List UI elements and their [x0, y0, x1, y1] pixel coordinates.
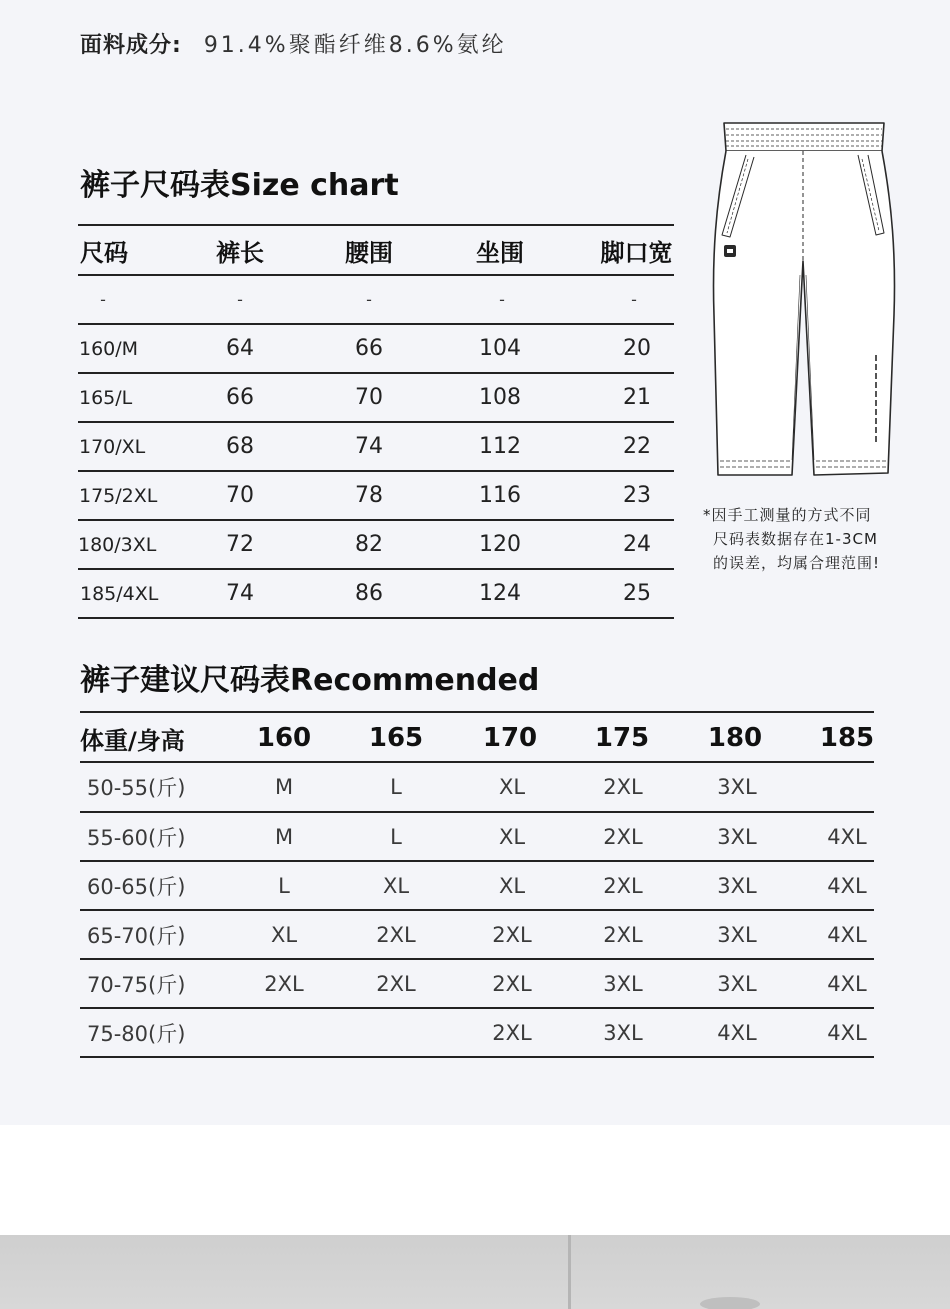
table-cell: 65-70(斤) — [87, 923, 186, 948]
table-row — [80, 861, 874, 910]
table-cell: 23 — [623, 483, 651, 508]
table-cell: 112 — [479, 434, 521, 459]
table-cell: 74 — [355, 434, 383, 459]
table-cell: 64 — [226, 336, 254, 361]
table-cell: 4XL — [827, 873, 867, 898]
header-cell-height: 170 — [482, 723, 538, 753]
table-cell: 175/2XL — [79, 484, 158, 507]
table-row — [78, 520, 674, 569]
table-cell: 180/3XL — [78, 533, 157, 556]
header-cell-length: 裤长 — [216, 238, 264, 267]
table-cell: 21 — [623, 385, 651, 410]
table-cell: 82 — [355, 532, 383, 557]
note-line-1: *因手工测量的方式不同 — [703, 506, 872, 524]
table-cell: - — [100, 290, 106, 309]
header-cell-hem: 脚口宽 — [600, 238, 673, 267]
table-cell: 70 — [226, 483, 254, 508]
table-cell: XL — [382, 873, 410, 898]
header-cell-height: 180 — [707, 723, 763, 753]
note-line-3: 的误差，均属合理范围! — [713, 554, 881, 572]
fabric-label: 面料成分: — [80, 33, 182, 58]
header-cell-size: 尺码 — [80, 238, 128, 267]
table-cell: 2XL — [492, 1020, 532, 1045]
table-cell: 170/XL — [79, 435, 146, 458]
table-cell: 24 — [623, 532, 651, 557]
photo-divider — [568, 1235, 571, 1309]
table-cell: 70-75(斤) — [87, 972, 186, 997]
table-cell: 3XL — [717, 824, 757, 849]
table-cell: 25 — [623, 581, 651, 606]
table-cell: XL — [498, 873, 526, 898]
table-rule — [80, 1056, 874, 1058]
header-cell-weight-height: 体重/身高 — [80, 726, 185, 755]
photo-detail — [700, 1297, 760, 1309]
table-cell: 104 — [479, 336, 521, 361]
table-cell: L — [390, 824, 402, 849]
table-cell: 2XL — [603, 775, 643, 799]
table-row — [80, 812, 874, 861]
table-cell: 120 — [479, 532, 521, 557]
size-chart-header-row — [78, 226, 674, 274]
table-cell: 20 — [623, 336, 651, 361]
table-cell: 3XL — [603, 1020, 643, 1045]
table-cell: - — [631, 290, 637, 309]
table-cell: 2XL — [376, 971, 416, 996]
table-cell: 4XL — [827, 971, 867, 996]
table-cell: 3XL — [603, 971, 643, 996]
table-row — [78, 569, 674, 618]
table-cell: 4XL — [827, 1020, 867, 1045]
pants-line-drawing-icon — [700, 115, 905, 485]
table-row — [80, 959, 874, 1008]
table-cell: XL — [270, 922, 298, 947]
table-cell: 124 — [479, 581, 521, 606]
fabric-composition — [80, 28, 507, 59]
table-cell: 86 — [355, 581, 383, 606]
size-chart-title: 裤子尺码表Size chart — [80, 168, 399, 203]
table-cell: 2XL — [376, 922, 416, 947]
table-cell: 165/L — [79, 386, 133, 409]
table-rule — [78, 617, 674, 619]
table-cell: M — [274, 775, 294, 799]
header-cell-height: 165 — [368, 723, 424, 753]
table-cell: XL — [498, 775, 526, 799]
table-cell: 116 — [479, 483, 521, 508]
table-cell: M — [274, 824, 294, 849]
table-cell: 78 — [355, 483, 383, 508]
note-line-2: 尺码表数据存在1-3CM — [713, 530, 878, 548]
fabric-value: 91.4%聚酯纤维8.6%氨纶 — [203, 33, 507, 58]
table-cell — [239, 1008, 329, 1057]
table-cell: 66 — [355, 336, 383, 361]
table-row — [80, 910, 874, 959]
header-cell-hip: 坐围 — [476, 238, 524, 267]
table-cell: L — [390, 775, 402, 799]
table-cell — [802, 763, 892, 811]
header-cell-waist: 腰围 — [345, 238, 393, 267]
table-cell: 22 — [623, 434, 651, 459]
header-cell-height: 160 — [256, 723, 312, 753]
table-cell: L — [278, 873, 290, 898]
table-row — [78, 276, 674, 323]
table-row — [78, 471, 674, 520]
table-cell: - — [499, 290, 505, 309]
table-cell: 50-55(斤) — [87, 776, 186, 800]
table-row — [78, 373, 674, 422]
table-cell: - — [237, 290, 243, 309]
recommended-header-row — [80, 713, 874, 763]
table-row — [80, 763, 874, 811]
table-row — [78, 324, 674, 373]
table-cell: 70 — [355, 385, 383, 410]
header-cell-height: 185 — [819, 723, 875, 753]
table-cell: 66 — [226, 385, 254, 410]
table-cell: 75-80(斤) — [87, 1021, 186, 1046]
table-cell: 2XL — [603, 922, 643, 947]
table-cell: 3XL — [717, 775, 757, 799]
product-photo-strip — [0, 1235, 950, 1309]
table-cell: 2XL — [264, 971, 304, 996]
table-cell: - — [366, 290, 372, 309]
table-row — [78, 422, 674, 471]
table-cell: 3XL — [717, 922, 757, 947]
table-cell: 2XL — [492, 922, 532, 947]
table-cell: 3XL — [717, 971, 757, 996]
table-cell: XL — [498, 824, 526, 849]
recommended-size-table — [80, 711, 874, 1059]
size-chart-table — [78, 224, 674, 620]
table-row — [80, 1008, 874, 1057]
table-cell: 185/4XL — [80, 582, 159, 605]
table-cell: 2XL — [603, 873, 643, 898]
table-cell: 72 — [226, 532, 254, 557]
table-cell: 3XL — [717, 873, 757, 898]
table-cell: 4XL — [827, 922, 867, 947]
table-cell: 108 — [479, 385, 521, 410]
table-cell: 2XL — [492, 971, 532, 996]
table-cell — [351, 1008, 441, 1057]
table-cell: 4XL — [717, 1020, 757, 1045]
header-cell-height: 175 — [594, 723, 650, 753]
table-cell: 60-65(斤) — [87, 874, 186, 899]
table-cell: 160/M — [79, 337, 139, 360]
table-cell: 2XL — [603, 824, 643, 849]
table-cell: 55-60(斤) — [87, 825, 186, 850]
table-cell: 68 — [226, 434, 254, 459]
table-cell: 4XL — [827, 824, 867, 849]
table-cell: 74 — [226, 581, 254, 606]
recommended-title: 裤子建议尺码表Recommended — [80, 663, 540, 698]
measurement-note — [703, 503, 918, 575]
